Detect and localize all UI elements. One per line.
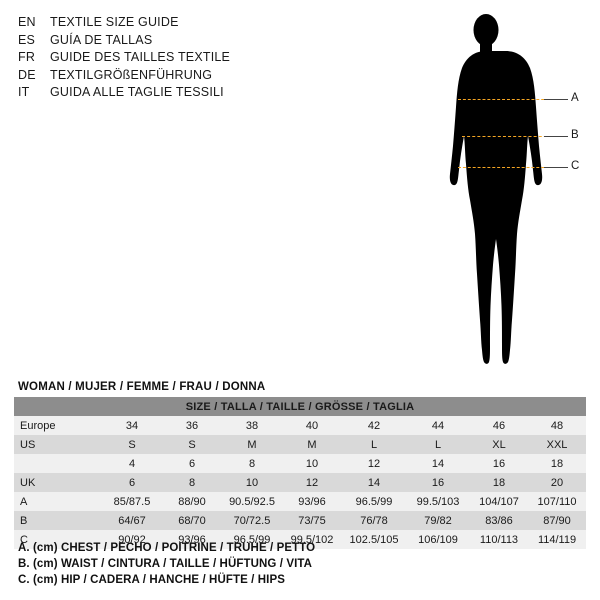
language-row <box>18 14 318 32</box>
waist-leader-line <box>544 136 568 137</box>
table-cell: S <box>102 435 162 454</box>
table-cell: 68/70 <box>162 511 222 530</box>
chest-marker-label: A <box>571 92 579 104</box>
legend-line: A. (cm) CHEST / PECHO / POITRINE / TRUHE / PETTO <box>18 542 316 554</box>
chest-leader-line <box>544 99 568 100</box>
table-row <box>14 435 586 454</box>
table-row <box>14 473 586 492</box>
table-cell: 14 <box>342 473 406 492</box>
table-cell: 6 <box>162 454 222 473</box>
table-cell: 36 <box>162 416 222 435</box>
language-text: GUIDE DES TAILLES TEXTILE <box>50 50 231 64</box>
figure-illustration <box>400 8 600 378</box>
table-cell: 16 <box>406 473 470 492</box>
table-cell: 12 <box>342 454 406 473</box>
language-code: IT <box>18 85 30 99</box>
table-cell: XXL <box>528 435 586 454</box>
table-cell: 73/75 <box>282 511 342 530</box>
language-row <box>18 67 318 85</box>
table-cell: 44 <box>406 416 470 435</box>
size-table-section <box>14 381 586 549</box>
table-cell: 85/87.5 <box>102 492 162 511</box>
table-cell: M <box>282 435 342 454</box>
table-cell: 16 <box>470 454 528 473</box>
table-cell: 12 <box>282 473 342 492</box>
row-label: A <box>14 492 102 511</box>
table-cell: L <box>342 435 406 454</box>
table-cell: L <box>406 435 470 454</box>
table-cell: 107/110 <box>528 492 586 511</box>
table-cell: 102.5/105 <box>342 530 406 549</box>
table-cell: 48 <box>528 416 586 435</box>
legend-line: B. (cm) WAIST / CINTURA / TAILLE / HÜFTUNG / VITA <box>18 558 313 570</box>
table-cell: 110/113 <box>470 530 528 549</box>
table-cell: 106/109 <box>406 530 470 549</box>
measurement-legend <box>18 540 588 588</box>
table-cell: S <box>162 435 222 454</box>
language-code: FR <box>18 50 36 64</box>
table-cell: 18 <box>528 454 586 473</box>
chest-measure-line <box>458 99 554 100</box>
legend-line: C. (cm) HIP / CADERA / HANCHE / HÜFTE / HIPS <box>18 574 286 586</box>
row-label <box>14 454 102 473</box>
table-header-row <box>14 397 586 416</box>
table-cell: 70/72.5 <box>222 511 282 530</box>
language-text: TEXTILE SIZE GUIDE <box>50 15 179 29</box>
table-row <box>14 416 586 435</box>
table-row <box>14 511 586 530</box>
table-row <box>14 454 586 473</box>
table-cell: 99.5/103 <box>406 492 470 511</box>
language-code: EN <box>18 15 36 29</box>
table-cell: 46 <box>470 416 528 435</box>
table-cell: XL <box>470 435 528 454</box>
waist-measure-line <box>462 136 552 137</box>
table-cell: 90/92 <box>102 530 162 549</box>
row-label: Europe <box>14 416 102 435</box>
table-cell: 88/90 <box>162 492 222 511</box>
table-cell: 83/86 <box>470 511 528 530</box>
row-label: US <box>14 435 102 454</box>
table-cell: 87/90 <box>528 511 586 530</box>
language-code: ES <box>18 32 36 47</box>
table-cell: 10 <box>222 473 282 492</box>
language-text: GUIDA ALLE TAGLIE TESSILI <box>50 85 224 99</box>
language-row <box>18 84 318 102</box>
hip-marker-label: C <box>571 160 580 172</box>
row-label: C <box>14 530 102 549</box>
table-cell: 104/107 <box>470 492 528 511</box>
language-text: GUÍA DE TALLAS <box>50 32 153 47</box>
table-cell: 90.5/92.5 <box>222 492 282 511</box>
row-label: UK <box>14 473 102 492</box>
table-cell: 64/67 <box>102 511 162 530</box>
row-label: B <box>14 511 102 530</box>
table-cell: 40 <box>282 416 342 435</box>
table-cell: 96.5/99 <box>222 530 282 549</box>
table-cell: 93/96 <box>162 530 222 549</box>
table-cell: 76/78 <box>342 511 406 530</box>
table-cell: 114/119 <box>528 530 586 549</box>
table-title: WOMAN / MUJER / FEMME / FRAU / DONNA <box>18 381 266 393</box>
table-cell: 38 <box>222 416 282 435</box>
table-cell: 10 <box>282 454 342 473</box>
table-cell: 99.5/102 <box>282 530 342 549</box>
language-code: DE <box>18 67 36 82</box>
table-cell: 6 <box>102 473 162 492</box>
table-cell: 34 <box>102 416 162 435</box>
table-cell: 20 <box>528 473 586 492</box>
table-cell: 18 <box>470 473 528 492</box>
table-cell: M <box>222 435 282 454</box>
hip-measure-line <box>458 167 554 168</box>
table-header-label: SIZE / TALLA / TAILLE / GRÖSSE / TAGLIA <box>14 397 586 416</box>
table-cell: 14 <box>406 454 470 473</box>
woman-silhouette-icon <box>400 8 600 378</box>
hip-leader-line <box>544 167 568 168</box>
table-cell: 93/96 <box>282 492 342 511</box>
waist-marker-label: B <box>571 129 579 141</box>
table-cell: 79/82 <box>406 511 470 530</box>
language-text: TEXTILGRÖßENFÜHRUNG <box>50 67 213 82</box>
language-row <box>18 32 318 50</box>
table-row <box>14 492 586 511</box>
table-cell: 4 <box>102 454 162 473</box>
table-cell: 42 <box>342 416 406 435</box>
table-cell: 8 <box>162 473 222 492</box>
table-cell: 8 <box>222 454 282 473</box>
size-table <box>14 397 586 549</box>
table-cell: 96.5/99 <box>342 492 406 511</box>
language-row <box>18 49 318 67</box>
language-header <box>18 14 318 102</box>
